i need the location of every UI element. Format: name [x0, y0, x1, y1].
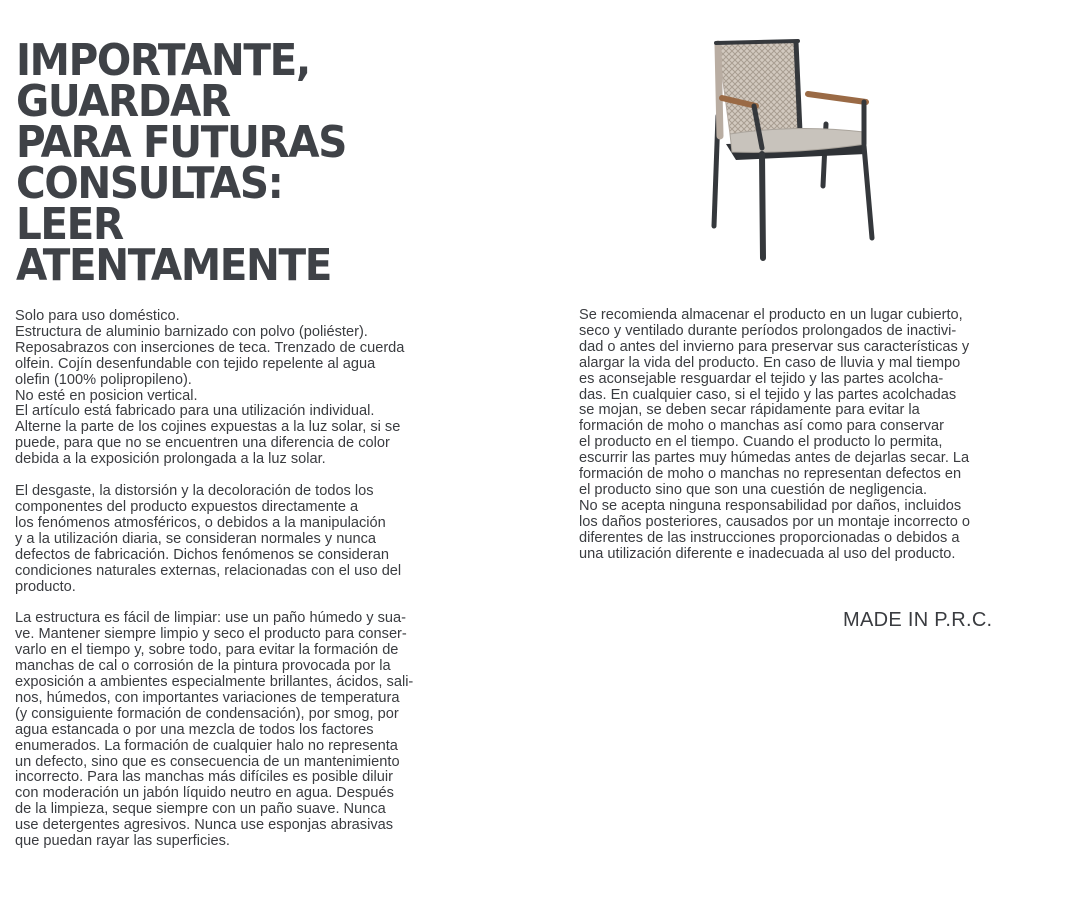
title-line: CONSULTAS: [16, 158, 283, 209]
text-line: los daños posteriores, causados por un montaje incorrecto o [579, 513, 971, 530]
title-line: PARA FUTURAS [16, 117, 346, 168]
text-line: das. En cualquier caso, si el tejido y las partes acolchadas [579, 386, 957, 403]
text-line: Alterne la parte de los cojines expuestas a la luz solar, si se [15, 419, 401, 436]
text-line: los fenómenos atmosféricos, o debidos a la manipulación [15, 514, 386, 531]
text-line: No se acepta ninguna responsabilidad por daños, incluidos [579, 497, 962, 514]
text-line: debida a la exposición prolongada a la luz solar. [15, 451, 326, 468]
text-line: producto. [15, 578, 76, 595]
text-line: Estructura de aluminio barnizado con polvo (poliéster). [15, 323, 368, 340]
text-line: es aconsejable resguardar el tejido y las partes acolcha- [579, 370, 944, 387]
text-line: Solo para uso doméstico. [15, 308, 180, 324]
text-line: agua estancada o por una mezcla de todos los factores [15, 721, 374, 738]
right-text-column [579, 308, 1049, 563]
made-in-label: MADE IN P.R.C. [843, 609, 993, 631]
text-line: El desgaste, la distorsión y la decoloración de todos los [15, 483, 374, 500]
usage-paragraph [15, 309, 485, 468]
text-line: Se recomienda almacenar el producto en un lugar cubierto, [579, 307, 963, 323]
text-line: ve. Mantener siempre limpio y seco el producto para conser- [15, 626, 407, 643]
text-line: Reposabrazos con inserciones de teca. Trenzado de cuerda [15, 339, 405, 356]
text-line: (y consiguiente formación de condensación), por smog, por [15, 705, 399, 722]
text-line: formación de moho o manchas no representan defectos en [579, 466, 962, 483]
text-line: de la limpieza, seque siempre con un paño suave. Nunca [15, 801, 386, 818]
text-line: defectos de fabricación. Dichos fenómenos se consideran [15, 546, 389, 563]
text-line: que puedan rayar las superficies. [15, 833, 230, 850]
text-line: use detergentes agresivos. Nunca use esponjas abrasivas [15, 817, 394, 834]
storage-paragraph [579, 308, 1049, 563]
text-line: una utilización diferente e inadecuada al uso del producto. [579, 545, 956, 562]
title-line: GUARDAR [16, 76, 230, 127]
text-line: nos, húmedos, con importantes variaciones de temperatura [15, 689, 400, 706]
text-line: diferentes de las instrucciones proporcionadas o debidos a [579, 529, 960, 546]
text-line: olfein. Cojín desenfundable con tejido repelente al agua [15, 355, 376, 372]
text-line: puede, para que no se encuentren una diferencia de color [15, 435, 390, 452]
text-line: condiciones naturales externas, relacionadas con el uso del [15, 562, 402, 579]
text-line: No esté en posicion vertical. [15, 387, 198, 404]
chair-image [696, 36, 892, 264]
text-line: exposición a ambientes especialmente brillantes, ácidos, sali- [15, 674, 414, 691]
text-line: alargar la vida del producto. En caso de lluvia y mal tiempo [579, 354, 961, 371]
text-line: el producto sino que son una cuestión de negligencia. [579, 481, 928, 498]
text-line: el producto en el tiempo. Cuando el producto lo permita, [579, 434, 943, 451]
text-line: La estructura es fácil de limpiar: use un paño húmedo y sua- [15, 610, 407, 627]
title-line: ATENTAMENTE [16, 240, 332, 291]
text-line: formación de moho o manchas así como para conservar [579, 418, 945, 435]
text-line: un defecto, sino que es consecuencia de un mantenimiento [15, 753, 400, 770]
text-line: manchas de cal o corrosión de la pintura provocada por la [15, 658, 391, 675]
title-line: IMPORTANTE, [16, 35, 310, 86]
wear-paragraph [15, 484, 485, 595]
text-line: dad o antes del invierno para preservar sus características y [579, 338, 970, 355]
text-line: se mojan, se deben secar rápidamente para evitar la [579, 402, 920, 419]
title-line: LEER [16, 199, 123, 250]
text-line: enumerados. La formación de cualquier halo no representa [15, 737, 398, 754]
cleaning-paragraph [15, 611, 485, 850]
text-line: componentes del producto expuestos directamente a [15, 498, 359, 515]
text-line: seco y ventilado durante períodos prolongados de inactivi- [579, 322, 957, 339]
left-text-column [15, 309, 485, 850]
text-line: y a la utilización diaria, se consideran normales y nunca [15, 530, 376, 547]
text-line: varlo en el tiempo y, sobre todo, para evitar la formación de [15, 642, 399, 659]
text-line: El artículo está fabricado para una utilización individual. [15, 403, 375, 420]
text-line: con moderación un jabón líquido neutro en agua. Después [15, 785, 394, 802]
text-line: escurrir las partes muy húmedas antes de dejarlas secar. La [579, 450, 970, 467]
text-line: olefin (100% polipropileno). [15, 371, 192, 388]
page-title [16, 35, 346, 291]
text-line: incorrecto. Para las manchas más difíciles es posible diluir [15, 769, 393, 786]
